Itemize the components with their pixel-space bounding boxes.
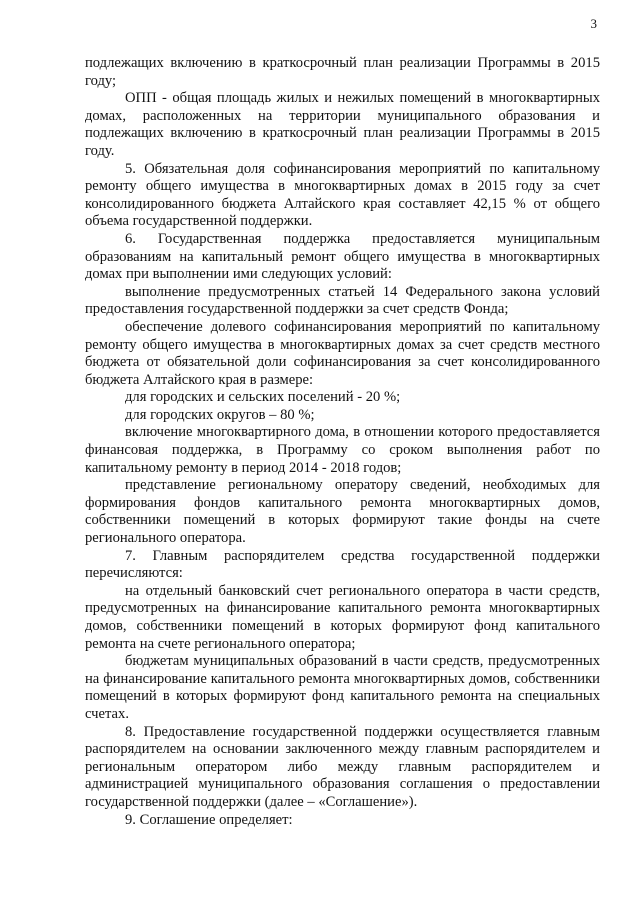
paragraph-transfer-2: бюджетам муниципальных образований в части средств, предусмотренных на финансирование капитального ремонта многоквартирных домов, собственники помещений в которых формируют фонд капитального ремонта на специальных счетах.: [85, 653, 600, 722]
paragraph-item-7: 7. Главным распорядителем средства государственной поддержки перечисляются:: [85, 547, 600, 582]
paragraph-opp-definition: ОПП - общая площадь жилых и нежилых помещений в многоквартирных домах, расположенных на территории муниципального образования и подлежащих включению в краткосрочный план реализации Программы в 2015 году.: [85, 90, 600, 159]
paragraph-item-6: 6. Государственная поддержка предоставляется муниципальным образованиям на капитальный ремонт общего имущества в многоквартирных домах при выполнении ими следующих условий:: [85, 230, 600, 283]
paragraph-condition-1: выполнение предусмотренных статьей 14 Федерального закона условий предоставления государственной поддержки за счет средств Фонда;: [85, 283, 600, 318]
paragraph-condition-4: представление региональному оператору сведений, необходимых для формирования фондов капитального ремонта многоквартирных домов, собственники помещений в которых формируют такие фонды на счете регионального оператора.: [85, 477, 600, 547]
document-body: [85, 55, 600, 829]
paragraph-continuation: подлежащих включению в краткосрочный план реализации Программы в 2015 году;: [85, 55, 600, 89]
paragraph-item-8: 8. Предоставление государственной поддержки осуществляется главным распорядителем на основании заключенного между главным распорядителем и региональным оператором либо между главным распорядителем и администрацией муниципального образования соглашения о предоставлении государственной поддержки (далее – «Соглашение»).: [85, 723, 600, 810]
paragraph-condition-3: включение многоквартирного дома, в отношении которого предоставляется финансовая поддержка, в Программу со сроком выполнения работ по капитальному ремонту в период 2014 - 2018 годов;: [85, 424, 600, 476]
paragraph-condition-2: обеспечение долевого софинансирования мероприятий по капитальному ремонту общего имущества в многоквартирных домах за счет средств местного бюджета от обязательной доли софинансирования за счет консолидированного бюджета Алтайского края в размере:: [85, 318, 600, 388]
paragraph-share-settlements: для городских и сельских поселений - 20 %;: [125, 389, 401, 406]
page-number: 3: [590, 16, 597, 31]
paragraph-item-9: 9. Соглашение определяет:: [125, 811, 293, 828]
paragraph-transfer-1: на отдельный банковский счет регионального оператора в части средств, предусмотренных на финансирование капитального ремонта многоквартирных домов, собственники помещений в которых формируют фонд капитального ремонта на счете регионального оператора;: [85, 582, 600, 652]
paragraph-share-districts: для городских округов – 80 %;: [125, 406, 315, 423]
paragraph-item-5: 5. Обязательная доля софинансирования мероприятий по капитальному ремонту общего имущества в многоквартирных домах в 2015 году за счет консолидированного бюджета Алтайского края составляет 42,15 % от общего объема государственной поддержки.: [85, 160, 600, 230]
